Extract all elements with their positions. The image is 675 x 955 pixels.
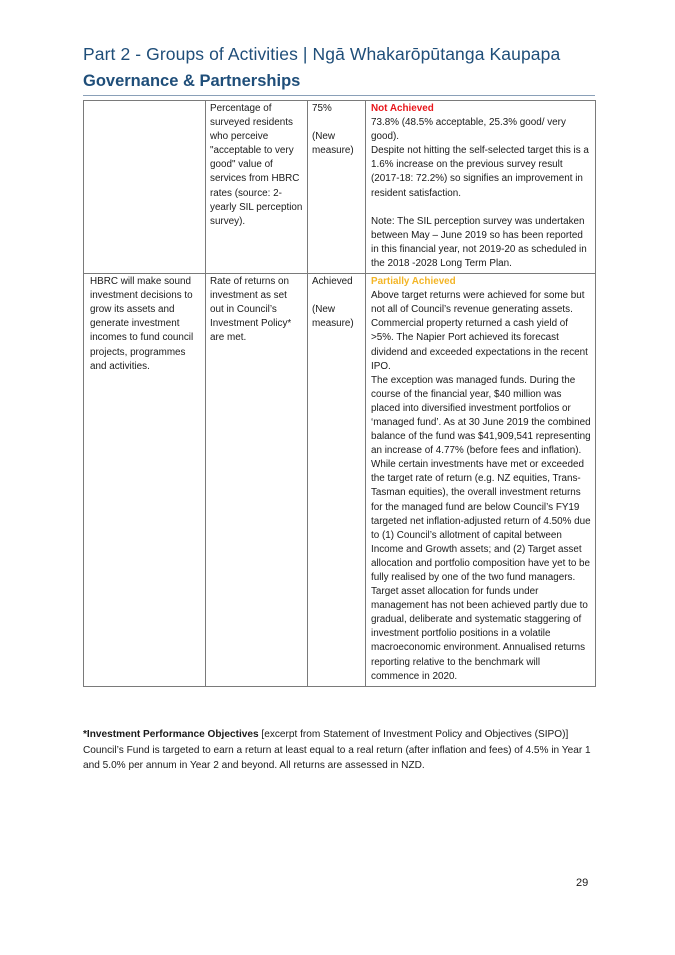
result-paragraph: Despite not hitting the self-selected target this is a 1.6% increase on the previous survey result (2017-18: 72.2%) so signifies an improvement in resident satisfaction. bbox=[371, 145, 589, 199]
result-paragraph: Above target returns were achieved for some but not all of Council’s revenue generating assets. Commercial property returned a cash yield of >5%. The Napier Port achieved its forecast dividend and exceeded expectations in the recent IPO. bbox=[371, 290, 588, 372]
group-title: Governance & Partnerships bbox=[83, 72, 301, 90]
performance-table bbox=[83, 100, 596, 687]
result-paragraph: Note: The SIL perception survey was undertaken between May – June 2019 so has been reported in this financial year, not 2019-20 as scheduled in the 2018 -2028 Long Term Plan. bbox=[371, 215, 587, 269]
target-cell bbox=[308, 101, 366, 274]
target-note: (New measure) bbox=[312, 131, 354, 157]
table-row bbox=[84, 101, 596, 274]
result-paragraph: 73.8% (48.5% acceptable, 25.3% good/ very good). bbox=[371, 117, 566, 143]
measure-cell: Rate of returns on investment as set out in Council’s Investment Policy* are met. bbox=[206, 274, 308, 687]
outcome-cell: HBRC will make sound investment decisions to grow its assets and generate investment incomes to fund council projects, programmes and activities. bbox=[84, 274, 206, 687]
footnote-title: *Investment Performance Objectives bbox=[83, 729, 259, 740]
target-note: (New measure) bbox=[312, 304, 354, 330]
footnote-heading bbox=[83, 727, 598, 743]
title-divider bbox=[83, 95, 595, 96]
result-paragraph: While certain investments have met or exceeded the target rate of return (e.g. NZ equities, Trans-Tasman equities), the overall investment returns for the managed fund are below Council’s FY19 targeted net inflation-adjusted return of 4.50% due to (1) Council’s allotment of capital between Income and Growth assets; and (2) Target asset allocation and portfolio composition have yet to be fully realised by one of the two fund managers. Target asset allocation for funds under management has not been achieved partly due to gradual, deliberate and systematic staggering of investment portfolio positions in a volatile macroeconomic environment. Annualised returns reporting relative to the benchmark will commence in 2020. bbox=[371, 459, 591, 682]
measure-cell: Percentage of surveyed residents who perceive "acceptable to very good" value of services from HBRC rates (source: 2-yearly SIL perception survey). bbox=[206, 101, 308, 274]
result-cell bbox=[366, 101, 596, 274]
section-title: Part 2 - Groups of Activities | Ngā Whakarōpūtanga Kaupapa bbox=[83, 44, 561, 64]
footnote-body: Council’s Fund is targeted to earn a return at least equal to a real return (after inflation and fees) of 4.5% in Year 1 and 5.0% per annum in Year 2 and beyond. All returns are assessed in NZD. bbox=[83, 744, 591, 771]
result-paragraph: The exception was managed funds. During the course of the financial year, $40 million was placed into diversified investment portfolios or ‘managed fund’. As at 30 June 2019 the combined balance of the fund was $41,909,541 representing an increase of 4.77% (before fees and inflation). bbox=[371, 374, 591, 457]
status-label: Not Achieved bbox=[371, 103, 434, 114]
result-cell bbox=[366, 274, 596, 687]
page-number: 29 bbox=[576, 877, 589, 889]
table-row bbox=[84, 274, 596, 687]
outcome-cell bbox=[84, 101, 206, 274]
footnote bbox=[83, 727, 598, 774]
target-cell bbox=[308, 274, 366, 687]
status-label: Partially Achieved bbox=[371, 276, 456, 288]
footnote-title-suffix: [excerpt from Statement of Investment Policy and Objectives (SIPO)] bbox=[258, 729, 569, 740]
target-value: Achieved bbox=[312, 276, 353, 288]
target-value: 75% bbox=[312, 103, 332, 114]
